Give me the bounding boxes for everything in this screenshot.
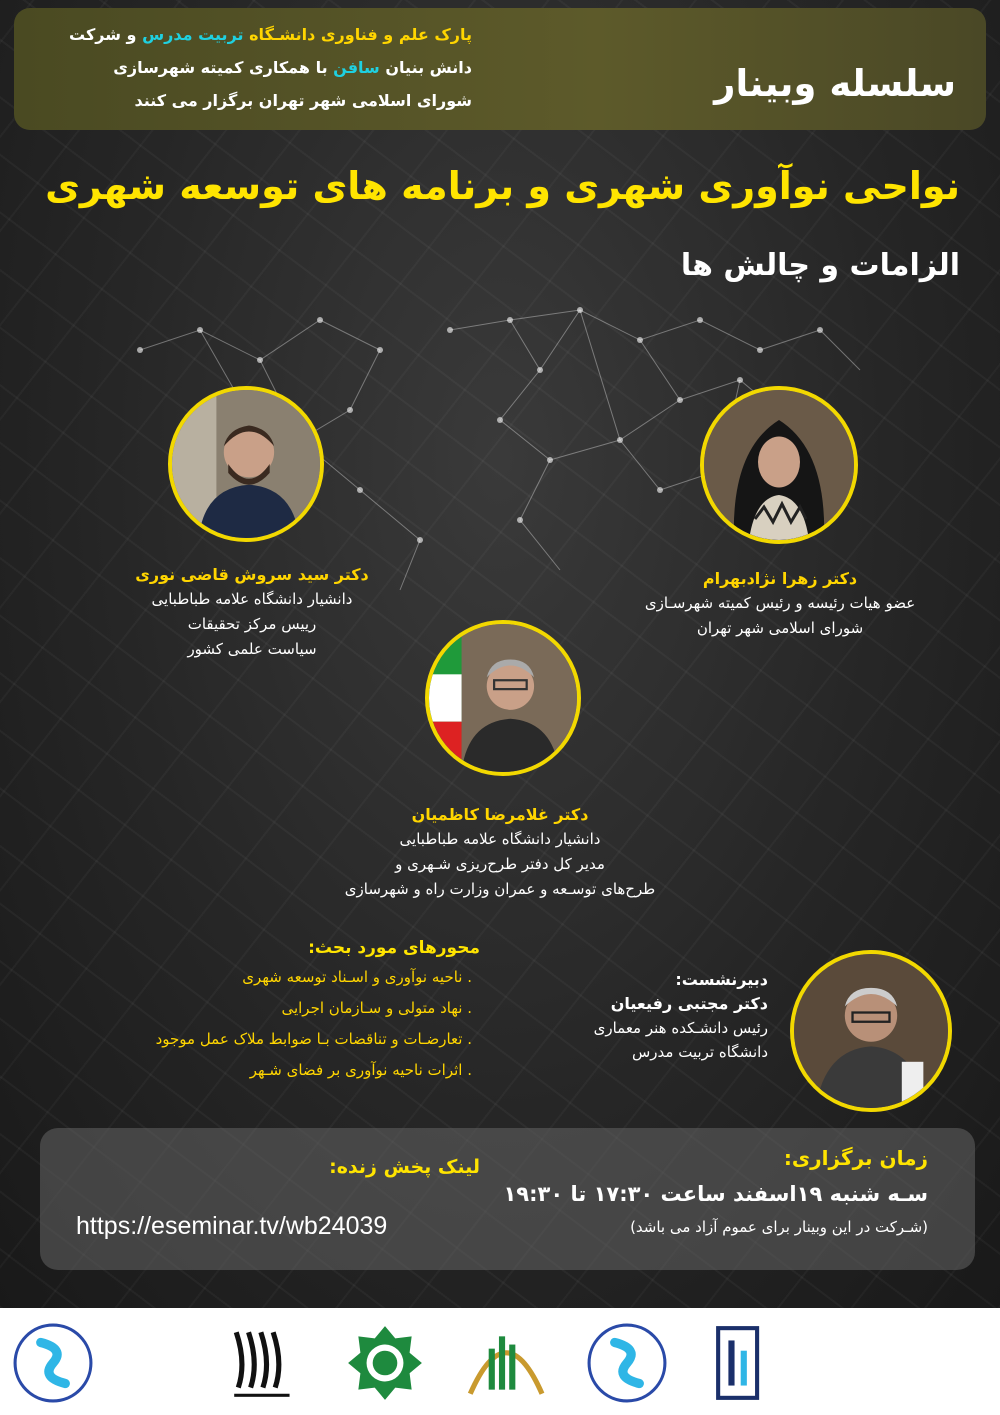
- topic-item: . تعارضـات و تناقضات بـا ضوابط ملاک عمل موجود: [155, 1030, 472, 1048]
- speaker-name: دکتر زهرا نژادبهرام: [702, 569, 858, 588]
- intro-part: دانش بنیان: [385, 58, 472, 77]
- sponsor-logo-strip: [0, 1308, 1000, 1415]
- moderator-info: [508, 968, 768, 1064]
- speaker-line: مدیر کل دفتر طرح‌ریزی شـهری و: [395, 855, 605, 873]
- speaker-info-kazemian: [310, 802, 690, 902]
- speaker-info-nejad: [590, 566, 970, 641]
- speaker-photo-nejad: [700, 386, 858, 544]
- live-stream-label: لینک پخش زنده:: [329, 1156, 480, 1178]
- intro-part: پارک علم و فناوری دانشـگاه: [249, 25, 472, 44]
- modares-university-logo-icon: [460, 1322, 552, 1404]
- topics-heading: محورهای مورد بحث:: [308, 938, 480, 958]
- speaker-line: سیاست علمی کشور: [187, 640, 317, 658]
- city-council-logo-icon: [226, 1322, 298, 1404]
- park-logo-2-icon: [586, 1322, 668, 1404]
- speaker-photo-ghazi: [168, 386, 324, 542]
- speaker-line: عضو هیات رئیسه و رئیس کمیته شهرسـازی: [644, 594, 916, 612]
- speaker-line: طرح‌های توسـعه و عمران وزارت راه و شهرسازی: [344, 880, 656, 898]
- schedule-note: (شـرکت در این وبینار برای عموم آزاد می باشد): [630, 1218, 928, 1236]
- tehran-municipality-logo-icon: [344, 1322, 426, 1404]
- speaker-name: دکتر غلامرضا کاظمیان: [411, 805, 589, 824]
- speaker-name: دکتر سید سروش قاضی نوری: [135, 565, 369, 584]
- intro-highlight-modares: تربیت مدرس: [142, 25, 244, 44]
- webinar-title: نواحی نوآوری شهری و برنامه های توسعه شهری: [45, 164, 960, 208]
- intro-highlight-safan: سافن: [333, 58, 380, 77]
- topic-item: . اثرات ناحیه نوآوری بر فضای شـهر: [249, 1061, 472, 1079]
- speaker-line: دانشیار دانشگاه علامه طباطبایی: [399, 830, 601, 848]
- park-logo-icon: [12, 1322, 94, 1404]
- schedule-label: زمان برگزاری:: [783, 1146, 928, 1170]
- speaker-line: دانشیار دانشگاه علامه طباطبایی: [151, 590, 353, 608]
- safan-logo-icon: [712, 1322, 766, 1404]
- speaker-photo-kazemian: [425, 620, 581, 776]
- moderator-photo-rafieian: [790, 950, 952, 1112]
- moderator-label: دبیرنشست:: [675, 970, 768, 989]
- intro-line3: شورای اسلامی شهر تهران برگزار می کنند: [134, 91, 472, 110]
- series-title: سلسله وبینار: [714, 62, 956, 105]
- intro-part: با همکاری کمیته شهرسازی: [113, 58, 328, 77]
- intro-part: و شرکت: [69, 25, 137, 44]
- live-stream-link[interactable]: https://eseminar.tv/wb24039: [76, 1212, 388, 1240]
- topic-item: . ناحیه نوآوری و اسـناد توسعه شهری: [242, 968, 472, 986]
- organizers-intro: [32, 18, 472, 117]
- moderator-line: رئیس دانشـکده هنر معماری: [593, 1019, 768, 1037]
- discussion-topics: [20, 938, 480, 1086]
- topic-item: . نهاد متولی و سـازمان اجرایی: [281, 999, 472, 1017]
- webinar-subtitle: الزامات و چالش ها: [680, 248, 960, 283]
- speaker-line: رییس مرکز تحقیقات: [187, 615, 317, 633]
- moderator-line: دانشگاه تربیت مدرس: [632, 1043, 768, 1061]
- moderator-name: دکتر مجتبی رفیعیان: [610, 994, 768, 1013]
- speaker-info-ghazi: [132, 562, 372, 662]
- schedule-value: سـه شنبه ۱۹اسفند ساعت ۱۷:۳۰ تا ۱۹:۳۰: [503, 1182, 928, 1206]
- speaker-line: شورای اسلامی شهر تهران: [696, 619, 864, 637]
